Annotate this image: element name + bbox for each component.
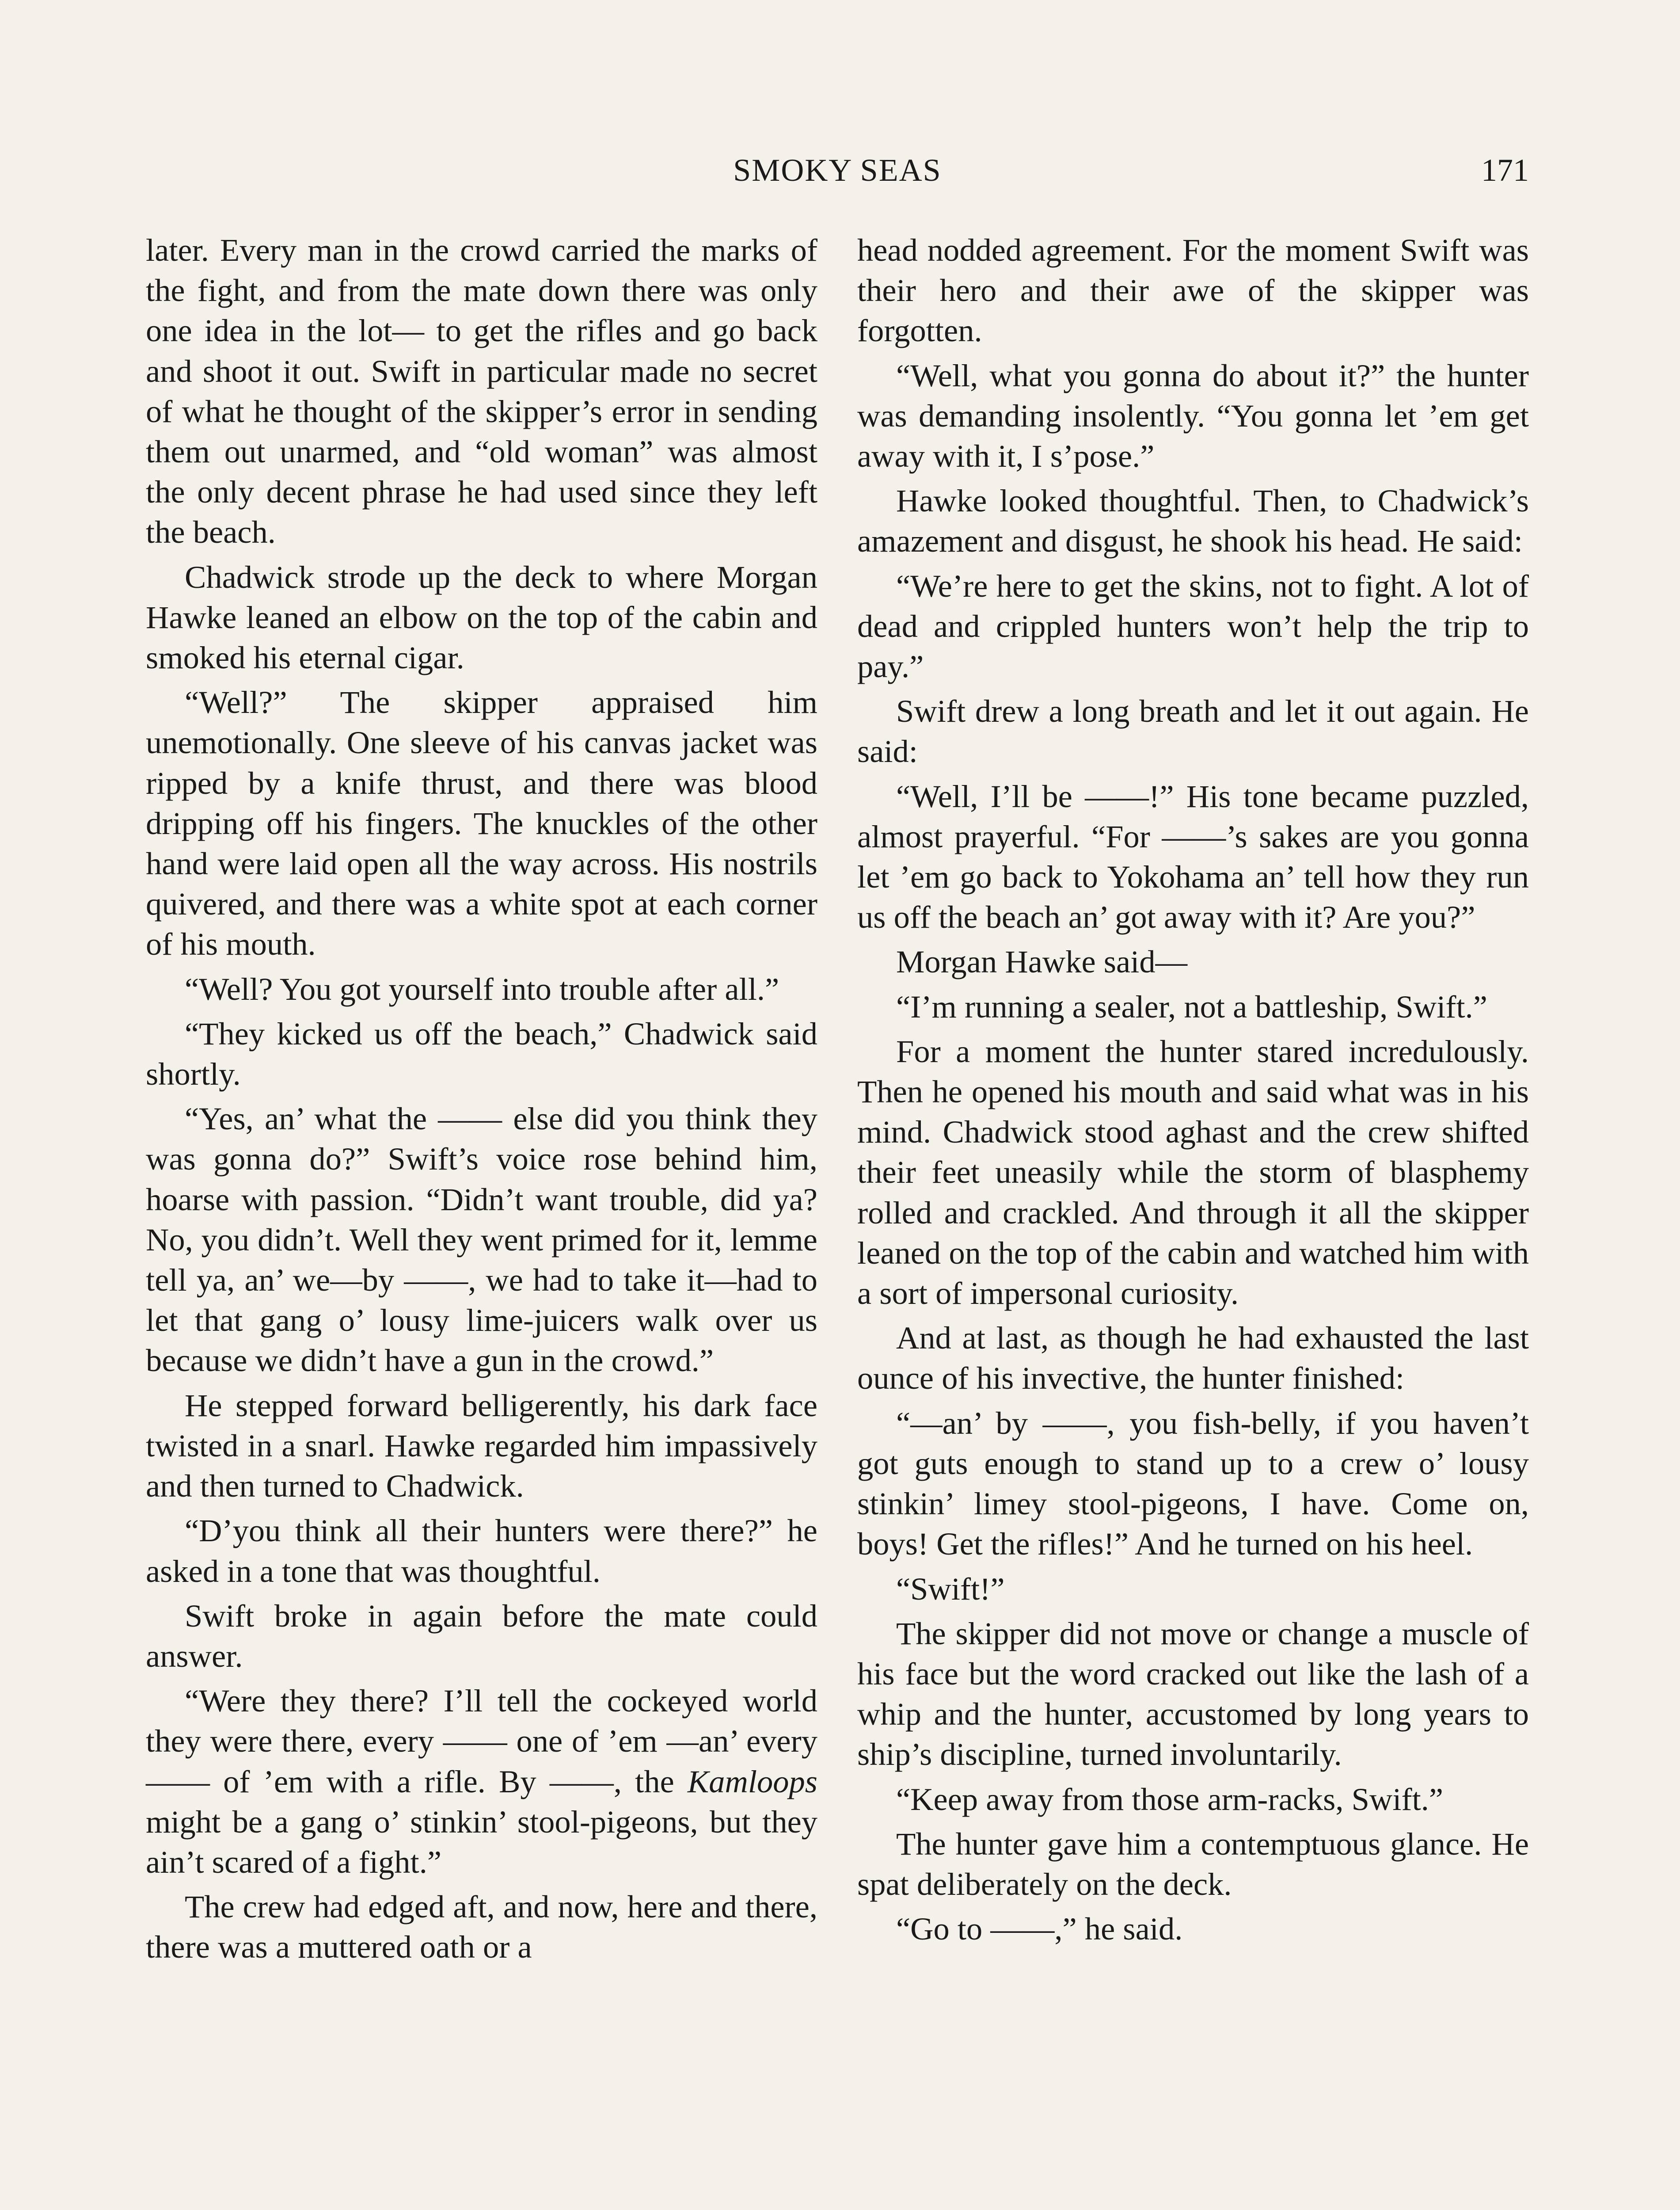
paragraph: Morgan Hawke said— — [896, 944, 1188, 980]
paragraph-text: “Were they there? I’ll tell the cockeyed world they were there, every —— one of ’em —an’ every —— of ’em with a rifle. By ——, the — [146, 1683, 817, 1799]
paragraph — [146, 1680, 817, 1882]
paragraph: “Keep away from those arm-racks, Swift.” — [896, 1781, 1444, 1817]
ship-name: Kamloops — [687, 1763, 817, 1799]
paragraph: For a moment the hunter stared incredulously. Then he opened his mouth and said what was in his mind. Chadwick stood aghast and the crew shifted their feet uneasily while the storm of blasphemy rolled and crackled. And through it all the skipper leaned on the top of the cabin and watched him with a sort of impersonal curiosity. — [857, 1033, 1529, 1311]
paragraph: The hunter gave him a contemptuous glance. He spat deliberately on the deck. — [857, 1825, 1529, 1902]
paragraph: “Well, what you gonna do about it?” the hunter was demanding insolently. “You gonna let ’em get away with it, I s’pose.” — [857, 357, 1529, 474]
text-columns — [146, 230, 1529, 2210]
paragraph: “Well, I’ll be ——!” His tone became puzzled, almost prayerful. “For ——’s sakes are you gonna let ’em go back to Yokohama an’ tell how they run us off the beach an’ got away with it? Are you?” — [857, 778, 1529, 935]
paragraph: Chadwick strode up the deck to where Morgan Hawke leaned an elbow on the top of the cabin and smoked his eternal cigar. — [146, 559, 817, 676]
paragraph: “Well?” The skipper appraised him unemotionally. One sleeve of his canvas jacket was ripped by a knife thrust, and there was blood dripping off his fingers. The knuckles of the other hand were laid open all the way across. His nostrils quivered, and there was a white spot at each corner of his mouth. — [146, 684, 817, 962]
paragraph: The crew had edged aft, and now, here and there, there was a muttered oath or a — [146, 1889, 817, 1965]
paragraph: “D’you think all their hunters were there?” he asked in a tone that was thoughtful. — [146, 1513, 817, 1589]
right-column — [857, 230, 1529, 2210]
paragraph-text: might be a gang o’ stinkin’ stool-pigeons, but they ain’t scared of a fight.” — [146, 1803, 817, 1880]
paragraph: He stepped forward belligerently, his dark face twisted in a snarl. Hawke regarded him impassively and then turned to Chadwick. — [146, 1387, 817, 1504]
paragraph: “Go to ——,” he said. — [896, 1911, 1183, 1947]
paragraph: And at last, as though he had exhausted the last ounce of his invective, the hunter finished: — [857, 1320, 1529, 1396]
paragraph: “We’re here to get the skins, not to fight. A lot of dead and crippled hunters won’t help the trip to pay.” — [857, 568, 1529, 685]
paragraph: Swift drew a long breath and let it out again. He said: — [857, 693, 1529, 770]
paragraph: “They kicked us off the beach,” Chadwick said shortly. — [146, 1015, 817, 1092]
paragraph: later. Every man in the crowd carried the marks of the fight, and from the mate down there was only one idea in the lot— to get the rifles and go back and shoot it out. Swift in particular made no secret of what he thought of the skipper’s error in sending them out unarmed, and “old woman” was almost the only decent phrase he had used since they left the beach. — [146, 232, 817, 550]
paragraph: “Well? You got yourself into trouble after all.” — [185, 971, 779, 1007]
paragraph: head nodded agreement. For the moment Swift was their hero and their awe of the skipper was forgotten. — [857, 232, 1529, 349]
running-head: SMOKY SEAS — [733, 152, 942, 188]
paragraph: Swift broke in again before the mate could answer. — [146, 1597, 817, 1674]
paragraph: “I’m running a sealer, not a battleship, Swift.” — [896, 988, 1487, 1025]
paragraph: “Yes, an’ what the —— else did you think they was gonna do?” Swift’s voice rose behind him, hoarse with passion. “Didn’t want trouble, did ya? No, you didn’t. Well they went primed for it, lemme tell ya, an’ we—by ——, we had to take it—had to let that gang o’ lousy lime-juicers walk over us because we didn’t have a gun in the crowd.” — [146, 1101, 817, 1379]
page-header — [146, 146, 1529, 194]
paragraph: “—an’ by ——, you fish-belly, if you haven’t got guts enough to stand up to a crew o’ lousy stinkin’ limey stool-pigeons, I have. Come on, boys! Get the rifles!” And he turned on his heel. — [857, 1405, 1529, 1562]
left-column — [146, 230, 817, 2210]
page-number: 171 — [1481, 152, 1529, 188]
paragraph: “Swift!” — [896, 1570, 1005, 1607]
paragraph: The skipper did not move or change a muscle of his face but the word cracked out like the lash of a whip and the hunter, accustomed by long years to ship’s discipline, turned involuntarily. — [857, 1615, 1529, 1772]
paragraph: Hawke looked thoughtful. Then, to Chadwick’s amazement and disgust, he shook his head. He said: — [857, 483, 1529, 559]
